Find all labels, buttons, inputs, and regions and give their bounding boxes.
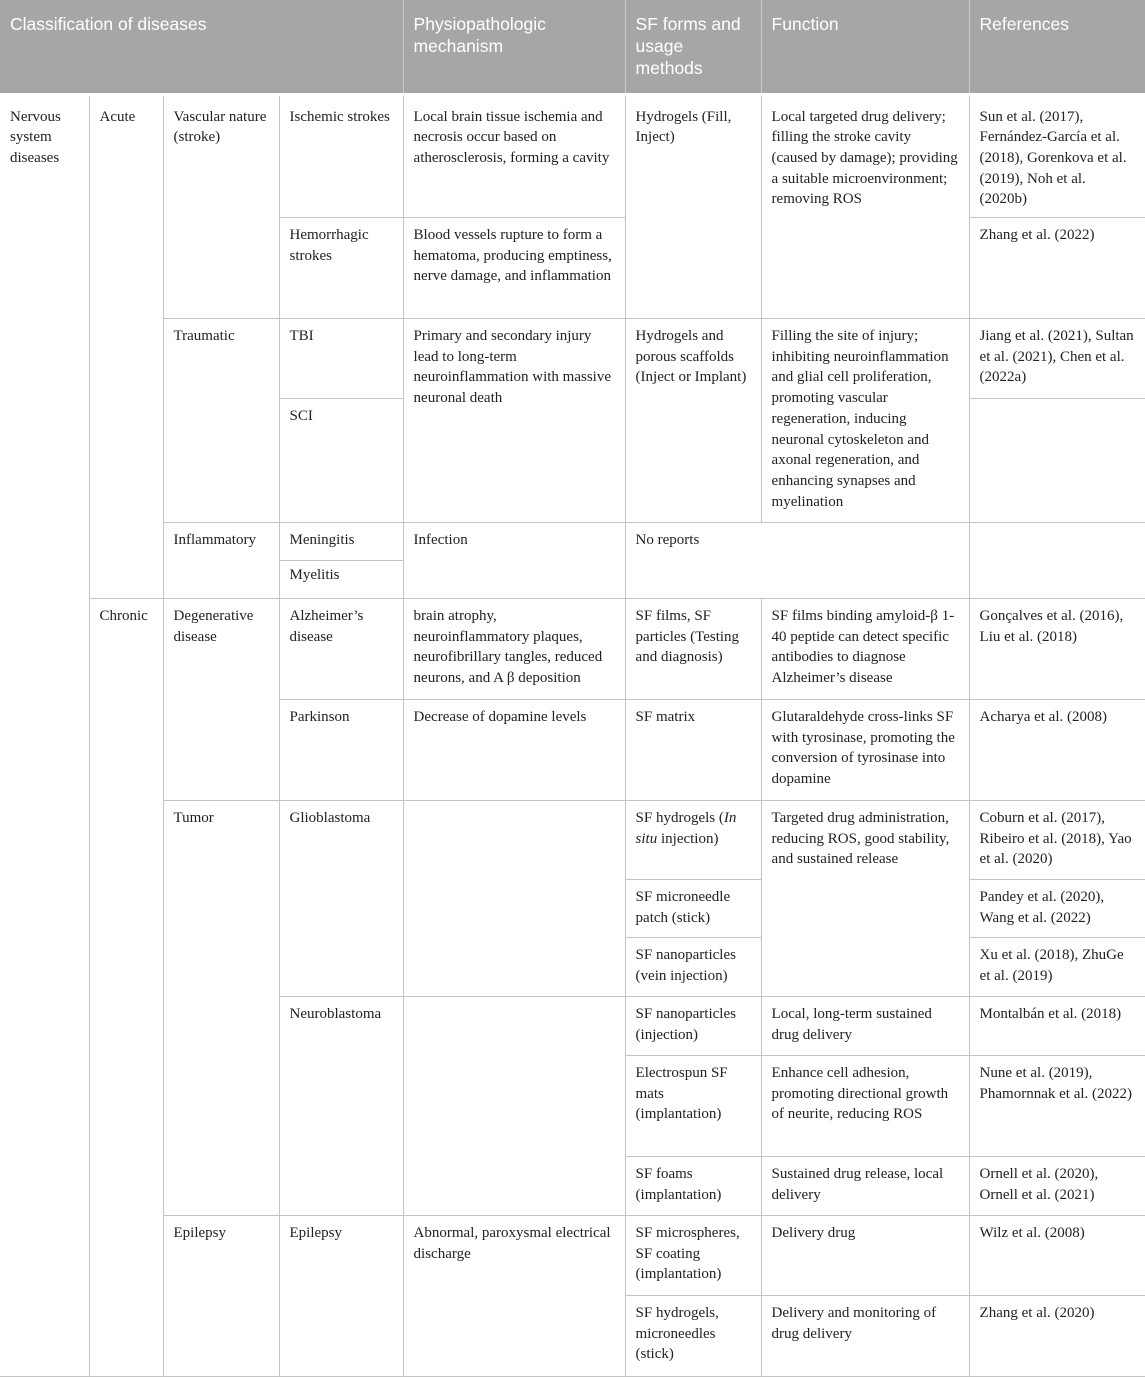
function-cell: Filling the site of injury; inhibiting neuroinflammation and glial cell proliferation, promoting vascular regeneration, inducing neuronal cytoskeleton and axonal regeneration, and enhancing synapses and myelination xyxy=(761,319,969,523)
function-cell: Local, long-term sustained drug delivery xyxy=(761,997,969,1056)
disease-cell: Epilepsy xyxy=(279,1216,403,1377)
reference-cell: Gonçalves et al. (2016), Liu et al. (2018) xyxy=(969,599,1145,700)
type-cell: Traumatic xyxy=(163,319,279,523)
reference-cell: Wilz et al. (2008) xyxy=(969,1216,1145,1296)
function-cell: Glutaraldehyde cross-links SF with tyrosinase, promoting the conversion of tyrosinase into dopamine xyxy=(761,700,969,801)
disease-cell: Hemorrhagic strokes xyxy=(279,218,403,319)
table-row xyxy=(0,523,1145,561)
disease-cell: Parkinson xyxy=(279,700,403,801)
header-classification: Classification of diseases xyxy=(0,0,403,94)
type-cell: Degenerative disease xyxy=(163,599,279,801)
mechanism-cell: Blood vessels rupture to form a hematoma, producing emptiness, nerve damage, and inflammation xyxy=(403,218,625,319)
course-cell: Acute xyxy=(89,94,163,599)
type-cell: Epilepsy xyxy=(163,1216,279,1377)
header-references: References xyxy=(969,0,1145,94)
table-row xyxy=(0,94,1145,218)
header-mechanism: Physiopathologic mechanism xyxy=(403,0,625,94)
disease-cell: Neuroblastoma xyxy=(279,997,403,1216)
forms-text-italic: In situ xyxy=(635,810,737,847)
function-cell: Sustained drug release, local delivery xyxy=(761,1157,969,1216)
type-cell: Inflammatory xyxy=(163,523,279,599)
reference-cell xyxy=(969,399,1145,523)
reference-cell: Acharya et al. (2008) xyxy=(969,700,1145,801)
disease-cell: SCI xyxy=(279,399,403,523)
category-cell: Nervous system diseases xyxy=(0,94,89,1377)
table-row xyxy=(0,599,1145,700)
forms-cell: Electrospun SF mats (implantation) xyxy=(625,1056,761,1157)
forms-text: injection) xyxy=(657,830,719,847)
function-cell: SF films binding amyloid-β 1-40 peptide can detect specific antibodies to diagnose Alzheimer’s disease xyxy=(761,599,969,700)
mechanism-cell: Primary and secondary injury lead to long-term neuroinflammation with massive neuronal death xyxy=(403,319,625,523)
mechanism-cell xyxy=(403,801,625,997)
mechanism-cell: Decrease of dopamine levels xyxy=(403,700,625,801)
reference-cell xyxy=(969,523,1145,599)
reference-cell: Zhang et al. (2022) xyxy=(969,218,1145,319)
disease-cell: Alzheimer’s disease xyxy=(279,599,403,700)
type-cell: Vascular nature (stroke) xyxy=(163,94,279,319)
mechanism-cell: Abnormal, paroxysmal electrical discharge xyxy=(403,1216,625,1377)
reference-cell: Montalbán et al. (2018) xyxy=(969,997,1145,1056)
header-function: Function xyxy=(761,0,969,94)
function-cell: Targeted drug administration, reducing ROS, good stability, and sustained release xyxy=(761,801,969,997)
forms-cell: SF microneedle patch (stick) xyxy=(625,880,761,938)
reference-cell: Coburn et al. (2017), Ribeiro et al. (2018), Yao et al. (2020) xyxy=(969,801,1145,880)
disease-cell: Glioblastoma xyxy=(279,801,403,997)
reference-cell: Ornell et al. (2020), Ornell et al. (2021) xyxy=(969,1157,1145,1216)
forms-cell: SF nanoparticles (injection) xyxy=(625,997,761,1056)
course-cell: Chronic xyxy=(89,599,163,1377)
forms-cell: SF matrix xyxy=(625,700,761,801)
function-cell: Delivery drug xyxy=(761,1216,969,1296)
forms-text: SF hydrogels ( xyxy=(635,810,724,827)
function-cell: Enhance cell adhesion, promoting directional growth of neurite, reducing ROS xyxy=(761,1056,969,1157)
forms-cell: SF foams (implantation) xyxy=(625,1157,761,1216)
disease-cell: Ischemic strokes xyxy=(279,94,403,218)
reference-cell: Xu et al. (2018), ZhuGe et al. (2019) xyxy=(969,938,1145,997)
header-forms: SF forms and usage methods xyxy=(625,0,761,94)
reference-cell: Nune et al. (2019), Phamornnak et al. (2022) xyxy=(969,1056,1145,1157)
forms-cell: SF films, SF particles (Testing and diagnosis) xyxy=(625,599,761,700)
reference-cell: Sun et al. (2017), Fernández-García et al. (2018), Gorenkova et al. (2019), Noh et al. (2020b) xyxy=(969,94,1145,218)
forms-cell: SF nanoparticles (vein injection) xyxy=(625,938,761,997)
disease-cell: Myelitis xyxy=(279,561,403,599)
table-row xyxy=(0,801,1145,880)
disease-cell: Meningitis xyxy=(279,523,403,561)
reference-cell: Jiang et al. (2021), Sultan et al. (2021), Chen et al. (2022a) xyxy=(969,319,1145,399)
mechanism-cell: Infection xyxy=(403,523,625,599)
type-cell: Tumor xyxy=(163,801,279,1216)
header-row xyxy=(0,0,1145,94)
forms-cell: SF microspheres, SF coating (implantation) xyxy=(625,1216,761,1296)
reference-cell: Zhang et al. (2020) xyxy=(969,1296,1145,1377)
table-row xyxy=(0,319,1145,399)
mechanism-cell: brain atrophy, neuroinflammatory plaques, neurofibrillary tangles, reduced neurons, and A β deposition xyxy=(403,599,625,700)
mechanism-cell: Local brain tissue ischemia and necrosis occur based on atherosclerosis, forming a cavity xyxy=(403,94,625,218)
forms-cell: Hydrogels (Fill, Inject) xyxy=(625,94,761,319)
reference-cell: Pandey et al. (2020), Wang et al. (2022) xyxy=(969,880,1145,938)
mechanism-cell xyxy=(403,997,625,1216)
forms-cell xyxy=(625,801,761,880)
forms-cell: SF hydrogels, microneedles (stick) xyxy=(625,1296,761,1377)
forms-cell: No reports xyxy=(625,523,969,599)
table-row xyxy=(0,1216,1145,1296)
forms-cell: Hydrogels and porous scaffolds (Inject or Implant) xyxy=(625,319,761,523)
disease-cell: TBI xyxy=(279,319,403,399)
function-cell: Delivery and monitoring of drug delivery xyxy=(761,1296,969,1377)
function-cell: Local targeted drug delivery; filling the stroke cavity (caused by damage); providing a suitable microenvironment; removing ROS xyxy=(761,94,969,319)
